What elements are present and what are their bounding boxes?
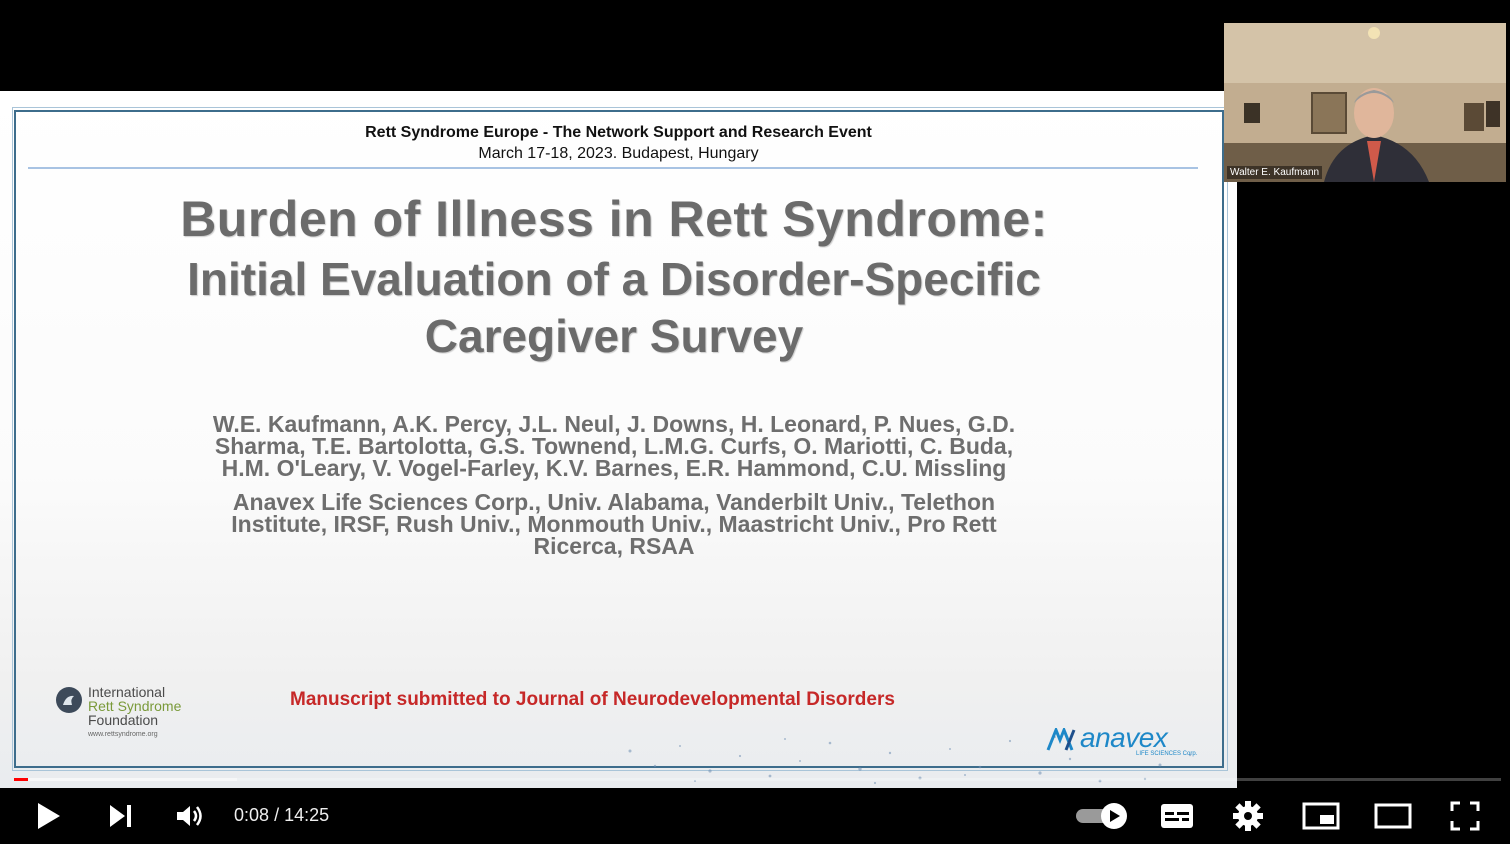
irsf-line-3: Foundation	[88, 712, 159, 728]
subtitle-line-1: Initial Evaluation of a Disorder-Specific	[187, 253, 1041, 305]
webcam-scene	[1224, 23, 1506, 182]
irsf-logo-text	[88, 685, 181, 727]
fullscreen-button[interactable]	[1443, 788, 1487, 844]
settings-button[interactable]	[1226, 788, 1270, 844]
miniplayer-button[interactable]	[1299, 788, 1343, 844]
theater-mode-icon	[1374, 803, 1412, 829]
subtitles-icon	[1160, 803, 1194, 829]
header-divider	[28, 167, 1198, 169]
subtitle-line-2: Caregiver Survey	[424, 310, 804, 362]
anavex-logo	[1046, 722, 1216, 766]
progress-bar[interactable]	[14, 778, 1501, 781]
speaker-name: Walter E. Kaufmann	[1227, 166, 1322, 179]
affil-line-3: Ricerca, RSAA	[533, 533, 695, 559]
play-icon	[34, 801, 62, 831]
play-button[interactable]	[26, 788, 70, 844]
event-title: Rett Syndrome Europe - The Network Support and Research Event	[365, 124, 872, 141]
fullscreen-icon	[1450, 801, 1480, 831]
affil-line-1: Anavex Life Sciences Corp., Univ. Alabama, Vanderbilt Univ., Telethon	[232, 489, 996, 515]
slide-subtitle	[0, 251, 1228, 365]
affil-line-2: Institute, IRSF, Rush Univ., Monmouth Univ., Maastricht Univ., Pro Rett	[231, 511, 997, 537]
theater-mode-button[interactable]	[1371, 788, 1415, 844]
event-date: March 17-18, 2023. Budapest, Hungary	[478, 145, 759, 162]
volume-button[interactable]	[168, 788, 212, 844]
manuscript-note: Manuscript submitted to Journal of Neurodevelopmental Disorders	[290, 689, 895, 710]
irsf-emblem-icon	[56, 687, 82, 713]
next-button[interactable]	[98, 788, 142, 844]
author-list	[0, 413, 1228, 479]
authors-line-2: Sharma, T.E. Bartolotta, G.S. Townend, L.M.G. Curfs, O. Mariotti, C. Buda,	[214, 433, 1014, 459]
autoplay-toggle-icon	[1074, 802, 1128, 830]
authors-line-3: H.M. O'Leary, V. Vogel-Farley, K.V. Barnes, E.R. Hammond, C.U. Missling	[221, 455, 1007, 481]
volume-icon	[175, 802, 205, 830]
player-controls	[0, 788, 1510, 844]
autoplay-toggle[interactable]	[1072, 788, 1130, 844]
affiliation-list	[0, 491, 1228, 557]
miniplayer-icon	[1302, 802, 1340, 830]
progress-played	[14, 778, 28, 781]
subtitles-button[interactable]	[1155, 788, 1199, 844]
next-icon	[106, 802, 134, 830]
irsf-line-2: Rett Syndrome	[88, 698, 182, 714]
speaker-webcam	[1224, 23, 1506, 182]
time-separator: /	[274, 805, 280, 825]
anavex-wordmark: anavex	[1080, 722, 1168, 753]
irsf-line-1: International	[88, 684, 166, 700]
settings-icon	[1233, 801, 1263, 831]
irsf-url: www.rettsyndrome.org	[88, 731, 158, 738]
slide-title: Burden of Illness in Rett Syndrome:	[180, 191, 1048, 247]
video-frame-slide[interactable]	[0, 91, 1237, 788]
duration: 14:25	[284, 805, 330, 825]
current-time: 0:08	[234, 805, 270, 825]
anavex-mark-icon	[1046, 728, 1080, 752]
anavex-subtext: LIFE SCIENCES Corp.	[1136, 751, 1198, 757]
authors-line-1: W.E. Kaufmann, A.K. Percy, J.L. Neul, J. Downs, H. Leonard, P. Nues, G.D.	[212, 411, 1016, 437]
irsf-logo	[56, 685, 186, 745]
time-display	[234, 805, 329, 826]
progress-buffer	[14, 778, 237, 781]
